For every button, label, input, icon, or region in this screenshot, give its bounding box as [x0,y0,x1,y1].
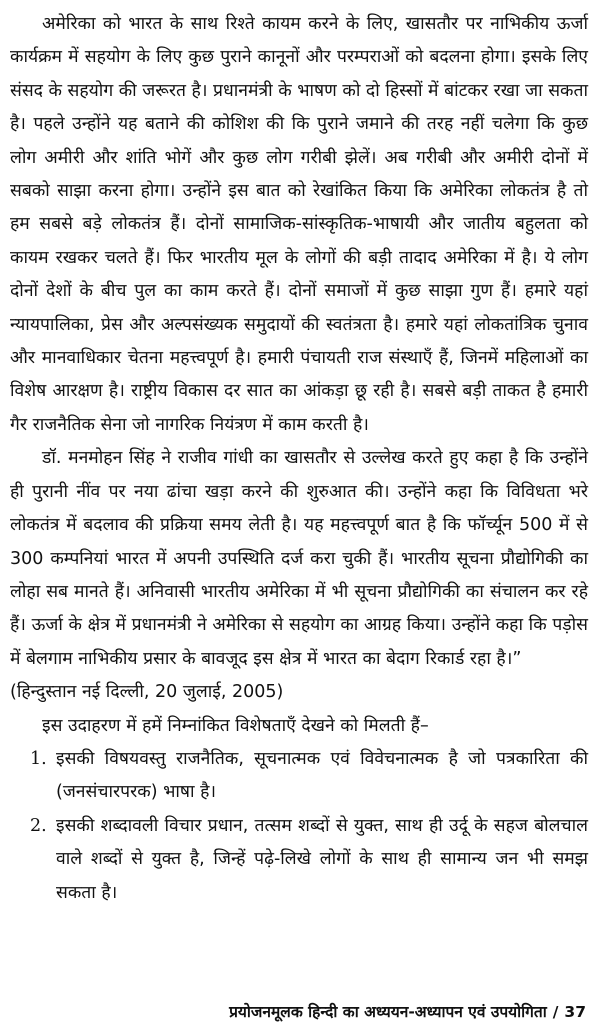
running-title: प्रयोजनमूलक हिन्दी का अध्ययन-अध्यापन एवं उपयोगिता [229,1003,547,1021]
list-item [10,743,588,810]
page-number: 37 [564,1003,586,1021]
features-list [10,743,588,910]
body-paragraph-2: डॉ. मनमोहन सिंह ने राजीव गांधी का खासतौर से उल्लेख करते हुए कहा है कि उन्होंने ही पुरानी नींव पर नया ढांचा खड़ा करने की शुरुआत की। उन्होंने कहा कि विविधता भरे लोकतंत्र में बदलाव की प्रक्रिया समय लेती है। यह महत्त्वपूर्ण बात है कि फॉर्च्यून 500 में से 300 कम्पनियां भारत में अपनी उपस्थिति दर्ज करा चुकी हैं। भारतीय सूचना प्रौद्योगिकी का लोहा सब मानते हैं। अनिवासी भारतीय अमेरिका में भी सूचना प्रौद्योगिकी का संचालन कर रहे हैं। ऊर्जा के क्षेत्र में प्रधानमंत्री ने अमेरिका से सहयोग का आग्रह किया। उन्होंने कहा कि पड़ोस में बेलगाम नाभिकीय प्रसार के बावजूद इस क्षेत्र में भारत का बेदाग रिकार्ड रहा है।” [10,448,588,669]
list-item [10,810,588,910]
list-item-text: इसकी विषयवस्तु राजनैतिक, सूचनात्मक एवं विवेचनात्मक है जो पत्रकारिता की (जनसंचारपरक) भाषा है। [56,748,588,803]
list-item-number: 2. [30,815,47,836]
list-item-number: 1. [30,748,47,769]
list-item-text: इसकी शब्दावली विचार प्रधान, तत्सम शब्दों से युक्त, साथ ही उर्दू के सहज बोलचाल वाले शब्दों से युक्त है, जिन्हें पढ़े-लिखे लोगों के साथ ही सामान्य जन भी समझ सकता है। [56,815,588,903]
body-paragraph-1: अमेरिका को भारत के साथ रिश्ते कायम करने के लिए, खासतौर पर नाभिकीय ऊर्जा कार्यक्रम में सहयोग के लिए कुछ पुराने कानूनों और परम्पराओं को बदलना होगा। इसके लिए संसद के सहयोग की जरूरत है। प्रधानमंत्री के भाषण को दो हिस्सों में बांटकर रखा जा सकता है। पहले उन्होंने यह बताने की कोशिश की कि पुराने जमाने की तरह नहीं चलेगा कि कुछ लोग अमीरी और शांति भोगें और कुछ लोग गरीबी झेलें। अब गरीबी और अमीरी दोनों में सबको साझा करना होगा। उन्होंने इस बात को रेखांकित किया कि अमेरिका लोकतंत्र है तो हम सबसे बड़े लोकतंत्र हैं। दोनों सामाजिक-सांस्कृतिक-भाषायी और जातीय बहुलता को कायम रखकर चलते हैं। फिर भारतीय मूल के लोगों की बड़ी तादाद अमेरिका में है। ये लोग दोनों देशों के बीच पुल का काम करते हैं। दोनों समाजों में कुछ साझा गुण हैं। हमारे यहां न्यायपालिका, प्रेस और अल्पसंख्यक समुदायों की स्वतंत्रता है। हमारे यहां लोकतांत्रिक चुनाव और मानवाधिकार चेतना महत्त्वपूर्ण है। हमारी पंचायती राज संस्थाएँ हैं, जिनमें महिलाओं का विशेष आरक्षण है। राष्ट्रीय विकास दर सात का आंकड़ा छू रही है। सबसे बड़ी ताकत है हमारी गैर राजनैतिक सेना जो नागरिक नियंत्रण में काम करती है। [10,14,589,435]
features-intro: इस उदाहरण में हमें निम्नांकित विशेषताएँ देखने को मिलती हैं– [42,715,429,736]
source-citation: (हिन्दुस्तान नई दिल्ली, 20 जुलाई, 2005) [10,682,284,703]
footer-separator: / [552,1003,559,1021]
page-footer [229,1002,586,1022]
